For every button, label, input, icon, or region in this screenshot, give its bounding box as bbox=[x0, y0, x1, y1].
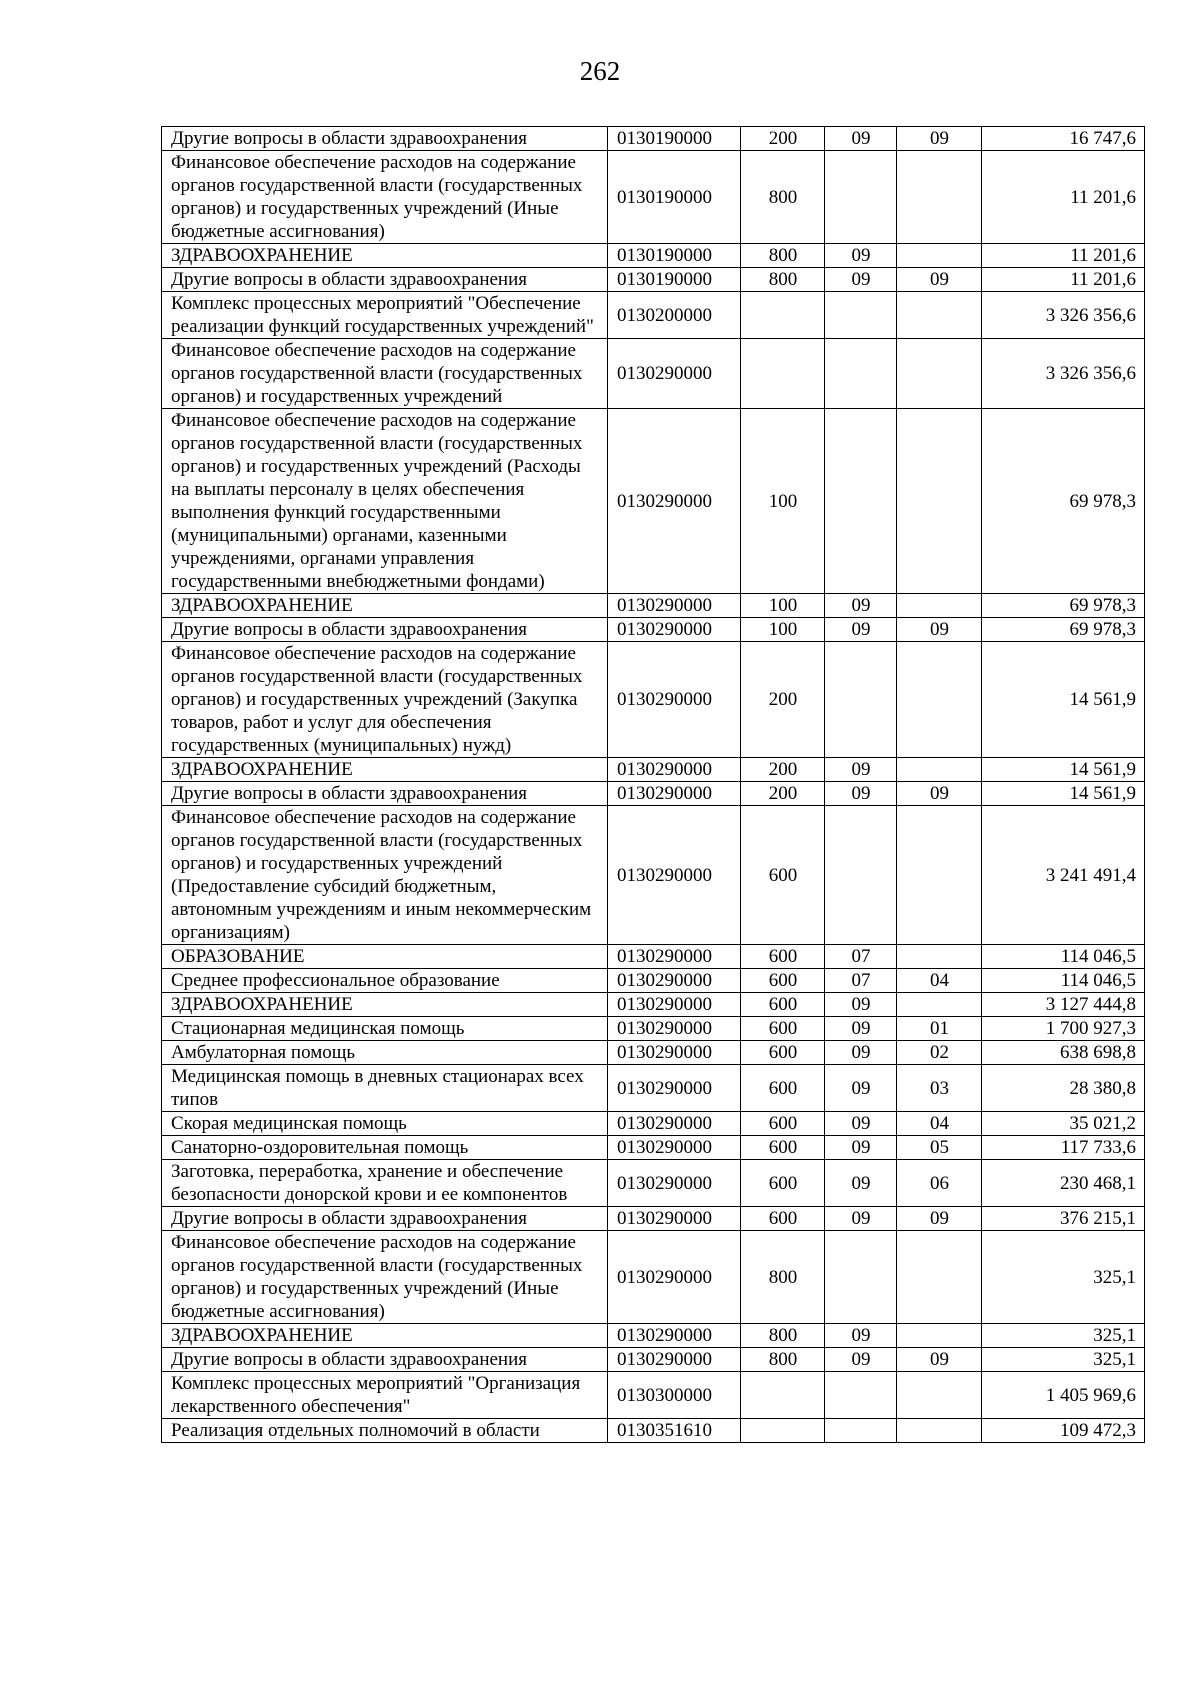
subsection-code bbox=[897, 642, 982, 758]
row-name: ЗДРАВООХРАНЕНИЕ bbox=[162, 244, 608, 268]
expense-type-code: 600 bbox=[741, 1017, 825, 1041]
section-code: 09 bbox=[825, 268, 897, 292]
section-code: 09 bbox=[825, 244, 897, 268]
subsection-code: 09 bbox=[897, 1207, 982, 1231]
amount: 3 326 356,6 bbox=[982, 339, 1145, 409]
table-row bbox=[162, 292, 1145, 339]
amount: 14 561,9 bbox=[982, 642, 1145, 758]
section-code: 09 bbox=[825, 782, 897, 806]
target-article-code: 0130290000 bbox=[608, 642, 741, 758]
subsection-code bbox=[897, 1372, 982, 1419]
target-article-code: 0130300000 bbox=[608, 1372, 741, 1419]
row-name: Другие вопросы в области здравоохранения bbox=[162, 618, 608, 642]
row-name: Другие вопросы в области здравоохранения bbox=[162, 268, 608, 292]
table-row bbox=[162, 127, 1145, 151]
expense-type-code: 800 bbox=[741, 151, 825, 244]
table-row bbox=[162, 1207, 1145, 1231]
table-row bbox=[162, 1041, 1145, 1065]
page-number: 262 bbox=[579, 56, 621, 86]
table-row bbox=[162, 151, 1145, 244]
row-name: Финансовое обеспечение расходов на содержание органов государственной власти (государственных органов) и государственных учреждений bbox=[162, 339, 608, 409]
budget-table bbox=[161, 126, 1145, 1443]
section-code: 09 bbox=[825, 1112, 897, 1136]
expense-type-code: 600 bbox=[741, 993, 825, 1017]
subsection-code bbox=[897, 945, 982, 969]
expense-type-code bbox=[741, 1419, 825, 1443]
table-row bbox=[162, 339, 1145, 409]
expense-type-code: 600 bbox=[741, 969, 825, 993]
row-name: Комплекс процессных мероприятий "Обеспечение реализации функций государственных учреждений" bbox=[162, 292, 608, 339]
subsection-code: 09 bbox=[897, 1348, 982, 1372]
row-name: ЗДРАВООХРАНЕНИЕ bbox=[162, 993, 608, 1017]
expense-type-code bbox=[741, 1372, 825, 1419]
section-code: 09 bbox=[825, 1041, 897, 1065]
table-row bbox=[162, 594, 1145, 618]
table-row bbox=[162, 1112, 1145, 1136]
target-article-code: 0130290000 bbox=[608, 1017, 741, 1041]
table-row bbox=[162, 1231, 1145, 1324]
target-article-code: 0130290000 bbox=[608, 1324, 741, 1348]
target-article-code: 0130351610 bbox=[608, 1419, 741, 1443]
table-row bbox=[162, 1065, 1145, 1112]
target-article-code: 0130290000 bbox=[608, 1160, 741, 1207]
budget-table-body bbox=[162, 127, 1145, 1443]
expense-type-code: 600 bbox=[741, 1112, 825, 1136]
section-code: 09 bbox=[825, 1065, 897, 1112]
target-article-code: 0130290000 bbox=[608, 758, 741, 782]
table-row bbox=[162, 1324, 1145, 1348]
table-row bbox=[162, 244, 1145, 268]
section-code: 09 bbox=[825, 1017, 897, 1041]
amount: 1 405 969,6 bbox=[982, 1372, 1145, 1419]
row-name: Другие вопросы в области здравоохранения bbox=[162, 782, 608, 806]
expense-type-code: 200 bbox=[741, 642, 825, 758]
amount: 28 380,8 bbox=[982, 1065, 1145, 1112]
section-code bbox=[825, 806, 897, 945]
section-code bbox=[825, 1419, 897, 1443]
target-article-code: 0130290000 bbox=[608, 993, 741, 1017]
section-code bbox=[825, 1372, 897, 1419]
expense-type-code: 100 bbox=[741, 409, 825, 594]
subsection-code: 02 bbox=[897, 1041, 982, 1065]
expense-type-code: 600 bbox=[741, 1041, 825, 1065]
subsection-code bbox=[897, 409, 982, 594]
row-name: Комплекс процессных мероприятий "Организация лекарственного обеспечения" bbox=[162, 1372, 608, 1419]
table-row bbox=[162, 758, 1145, 782]
table-row bbox=[162, 782, 1145, 806]
target-article-code: 0130200000 bbox=[608, 292, 741, 339]
section-code: 09 bbox=[825, 1160, 897, 1207]
subsection-code bbox=[897, 1324, 982, 1348]
amount: 230 468,1 bbox=[982, 1160, 1145, 1207]
row-name: Другие вопросы в области здравоохранения bbox=[162, 1207, 608, 1231]
expense-type-code: 600 bbox=[741, 1160, 825, 1207]
row-name: Другие вопросы в области здравоохранения bbox=[162, 1348, 608, 1372]
amount: 69 978,3 bbox=[982, 409, 1145, 594]
row-name: Другие вопросы в области здравоохранения bbox=[162, 127, 608, 151]
target-article-code: 0130190000 bbox=[608, 151, 741, 244]
subsection-code bbox=[897, 806, 982, 945]
row-name: Скорая медицинская помощь bbox=[162, 1112, 608, 1136]
row-name: Реализация отдельных полномочий в области bbox=[162, 1419, 608, 1443]
target-article-code: 0130290000 bbox=[608, 1065, 741, 1112]
subsection-code: 09 bbox=[897, 268, 982, 292]
amount: 117 733,6 bbox=[982, 1136, 1145, 1160]
amount: 11 201,6 bbox=[982, 151, 1145, 244]
expense-type-code: 600 bbox=[741, 945, 825, 969]
row-name: Санаторно-оздоровительная помощь bbox=[162, 1136, 608, 1160]
section-code: 09 bbox=[825, 594, 897, 618]
row-name: Амбулаторная помощь bbox=[162, 1041, 608, 1065]
expense-type-code bbox=[741, 339, 825, 409]
table-row bbox=[162, 945, 1145, 969]
amount: 3 127 444,8 bbox=[982, 993, 1145, 1017]
subsection-code: 04 bbox=[897, 1112, 982, 1136]
amount: 14 561,9 bbox=[982, 758, 1145, 782]
amount: 325,1 bbox=[982, 1324, 1145, 1348]
row-name: Финансовое обеспечение расходов на содержание органов государственной власти (государственных органов) и государственных учреждений (Иные бюджетные ассигнования) bbox=[162, 151, 608, 244]
row-name: Заготовка, переработка, хранение и обеспечение безопасности донорской крови и ее компонентов bbox=[162, 1160, 608, 1207]
target-article-code: 0130290000 bbox=[608, 339, 741, 409]
expense-type-code: 200 bbox=[741, 782, 825, 806]
subsection-code bbox=[897, 1231, 982, 1324]
subsection-code: 03 bbox=[897, 1065, 982, 1112]
target-article-code: 0130290000 bbox=[608, 806, 741, 945]
target-article-code: 0130290000 bbox=[608, 969, 741, 993]
section-code: 09 bbox=[825, 127, 897, 151]
target-article-code: 0130190000 bbox=[608, 244, 741, 268]
expense-type-code: 100 bbox=[741, 594, 825, 618]
table-row bbox=[162, 1160, 1145, 1207]
section-code bbox=[825, 339, 897, 409]
subsection-code bbox=[897, 292, 982, 339]
subsection-code: 06 bbox=[897, 1160, 982, 1207]
section-code: 09 bbox=[825, 1136, 897, 1160]
amount: 16 747,6 bbox=[982, 127, 1145, 151]
subsection-code: 04 bbox=[897, 969, 982, 993]
target-article-code: 0130290000 bbox=[608, 409, 741, 594]
target-article-code: 0130290000 bbox=[608, 1231, 741, 1324]
section-code bbox=[825, 409, 897, 594]
subsection-code bbox=[897, 594, 982, 618]
table-row bbox=[162, 1017, 1145, 1041]
amount: 109 472,3 bbox=[982, 1419, 1145, 1443]
row-name: Стационарная медицинская помощь bbox=[162, 1017, 608, 1041]
section-code: 09 bbox=[825, 1324, 897, 1348]
section-code bbox=[825, 642, 897, 758]
row-name: Финансовое обеспечение расходов на содержание органов государственной власти (государственных органов) и государственных учреждений (Закупка товаров, работ и услуг для обеспечения государственных (муниципальных) нужд) bbox=[162, 642, 608, 758]
target-article-code: 0130290000 bbox=[608, 782, 741, 806]
amount: 325,1 bbox=[982, 1348, 1145, 1372]
expense-type-code: 800 bbox=[741, 1231, 825, 1324]
target-article-code: 0130190000 bbox=[608, 268, 741, 292]
expense-type-code: 100 bbox=[741, 618, 825, 642]
row-name: Финансовое обеспечение расходов на содержание органов государственной власти (государственных органов) и государственных учреждений (Иные бюджетные ассигнования) bbox=[162, 1231, 608, 1324]
subsection-code bbox=[897, 758, 982, 782]
amount: 325,1 bbox=[982, 1231, 1145, 1324]
amount: 11 201,6 bbox=[982, 268, 1145, 292]
amount: 3 241 491,4 bbox=[982, 806, 1145, 945]
row-name: Финансовое обеспечение расходов на содержание органов государственной власти (государственных органов) и государственных учреждений (Расходы на выплаты персоналу в целях обеспечения выполнения функций государственными (муниципальными) органами, казенными учреждениями, органами управления государственными внебюджетными фондами) bbox=[162, 409, 608, 594]
subsection-code bbox=[897, 993, 982, 1017]
row-name: ЗДРАВООХРАНЕНИЕ bbox=[162, 594, 608, 618]
expense-type-code: 200 bbox=[741, 758, 825, 782]
section-code: 09 bbox=[825, 618, 897, 642]
target-article-code: 0130290000 bbox=[608, 1041, 741, 1065]
table-row bbox=[162, 969, 1145, 993]
table-row bbox=[162, 1348, 1145, 1372]
expense-type-code: 800 bbox=[741, 244, 825, 268]
amount: 1 700 927,3 bbox=[982, 1017, 1145, 1041]
row-name: ОБРАЗОВАНИЕ bbox=[162, 945, 608, 969]
target-article-code: 0130290000 bbox=[608, 945, 741, 969]
section-code: 07 bbox=[825, 969, 897, 993]
row-name: ЗДРАВООХРАНЕНИЕ bbox=[162, 758, 608, 782]
subsection-code: 09 bbox=[897, 618, 982, 642]
subsection-code: 01 bbox=[897, 1017, 982, 1041]
amount: 638 698,8 bbox=[982, 1041, 1145, 1065]
target-article-code: 0130290000 bbox=[608, 1207, 741, 1231]
amount: 114 046,5 bbox=[982, 969, 1145, 993]
table-row bbox=[162, 618, 1145, 642]
table-row bbox=[162, 268, 1145, 292]
expense-type-code: 800 bbox=[741, 268, 825, 292]
target-article-code: 0130290000 bbox=[608, 618, 741, 642]
amount: 69 978,3 bbox=[982, 618, 1145, 642]
subsection-code bbox=[897, 244, 982, 268]
row-name: Финансовое обеспечение расходов на содержание органов государственной власти (государственных органов) и государственных учреждений (Предоставление субсидий бюджетным, автономным учреждениям и иным некоммерческим организациям) bbox=[162, 806, 608, 945]
target-article-code: 0130290000 bbox=[608, 594, 741, 618]
expense-type-code: 600 bbox=[741, 1136, 825, 1160]
subsection-code bbox=[897, 1419, 982, 1443]
table-row bbox=[162, 642, 1145, 758]
section-code: 09 bbox=[825, 1207, 897, 1231]
target-article-code: 0130190000 bbox=[608, 127, 741, 151]
section-code: 09 bbox=[825, 993, 897, 1017]
target-article-code: 0130290000 bbox=[608, 1348, 741, 1372]
amount: 14 561,9 bbox=[982, 782, 1145, 806]
section-code bbox=[825, 1231, 897, 1324]
expense-type-code: 600 bbox=[741, 1065, 825, 1112]
table-row bbox=[162, 1136, 1145, 1160]
section-code bbox=[825, 151, 897, 244]
expense-type-code bbox=[741, 292, 825, 339]
table-row bbox=[162, 993, 1145, 1017]
subsection-code: 05 bbox=[897, 1136, 982, 1160]
section-code: 09 bbox=[825, 758, 897, 782]
section-code: 09 bbox=[825, 1348, 897, 1372]
amount: 11 201,6 bbox=[982, 244, 1145, 268]
amount: 69 978,3 bbox=[982, 594, 1145, 618]
table-row bbox=[162, 806, 1145, 945]
row-name: Медицинская помощь в дневных стационарах всех типов bbox=[162, 1065, 608, 1112]
section-code bbox=[825, 292, 897, 339]
expense-type-code: 600 bbox=[741, 806, 825, 945]
amount: 35 021,2 bbox=[982, 1112, 1145, 1136]
amount: 376 215,1 bbox=[982, 1207, 1145, 1231]
subsection-code bbox=[897, 339, 982, 409]
target-article-code: 0130290000 bbox=[608, 1136, 741, 1160]
table-row bbox=[162, 1419, 1145, 1443]
row-name: ЗДРАВООХРАНЕНИЕ bbox=[162, 1324, 608, 1348]
table-row bbox=[162, 409, 1145, 594]
section-code: 07 bbox=[825, 945, 897, 969]
expense-type-code: 200 bbox=[741, 127, 825, 151]
expense-type-code: 800 bbox=[741, 1324, 825, 1348]
amount: 3 326 356,6 bbox=[982, 292, 1145, 339]
subsection-code: 09 bbox=[897, 782, 982, 806]
amount: 114 046,5 bbox=[982, 945, 1145, 969]
target-article-code: 0130290000 bbox=[608, 1112, 741, 1136]
table-row bbox=[162, 1372, 1145, 1419]
subsection-code: 09 bbox=[897, 127, 982, 151]
expense-type-code: 600 bbox=[741, 1207, 825, 1231]
subsection-code bbox=[897, 151, 982, 244]
row-name: Среднее профессиональное образование bbox=[162, 969, 608, 993]
expense-type-code: 800 bbox=[741, 1348, 825, 1372]
